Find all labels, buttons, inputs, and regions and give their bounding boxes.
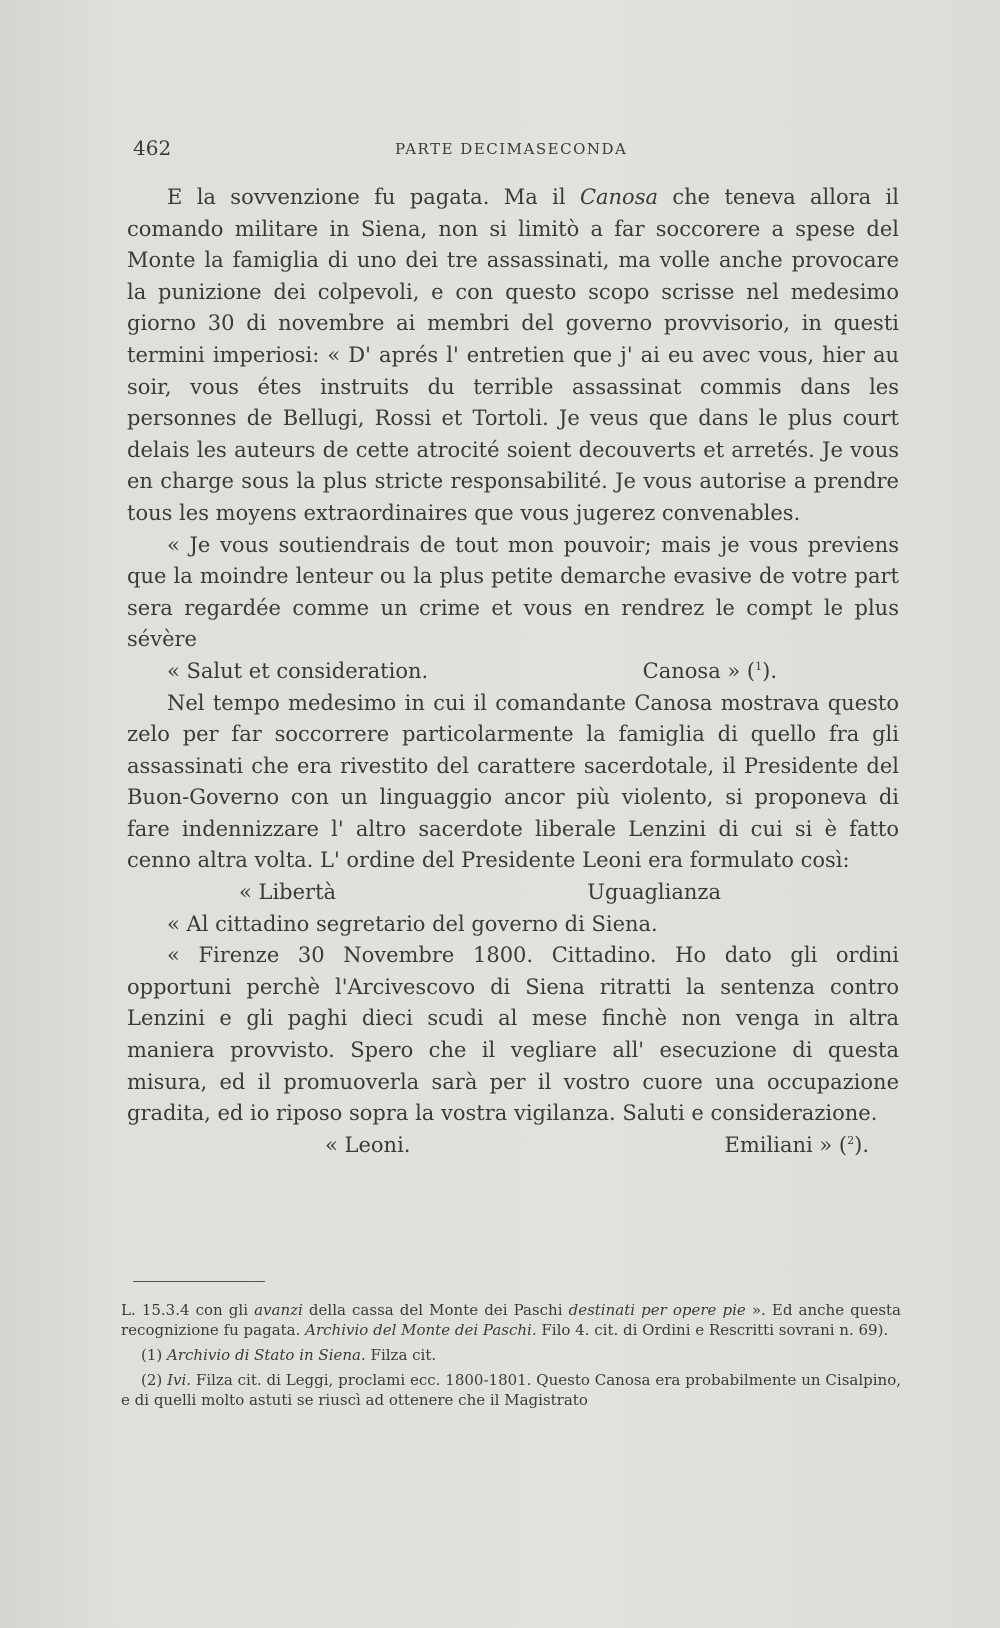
footnote-ref-1: 1 (755, 659, 763, 673)
footnotes (121, 1300, 901, 1415)
motto-line (127, 877, 899, 909)
paragraph-4: Nel tempo medesimo in cui il comandante Canosa mostrava questo zelo per far soccorrere particolarmente la famiglia di quello fra gli assassinati che era rivestito del carattere sacerdotale, il Presidente del Buon-Governo con un linguaggio ancor più violento, si proponeva di fare indennizzare l' altro sacerdote liberale Lenzini di cui si è fatto cenno altra volta. L' ordine del Presidente Leoni era formulato così: (127, 690, 899, 873)
paragraph-1: E la sovvenzione fu pagata. Ma il Canosa che teneva allora il comando militare in Siena, non si limitò a far soccorere a spese del Monte la famiglia di uno dei tre assassinati, ma volle anche provocare la punizione dei colpevoli, e con questo scopo scrisse nel medesimo giorno 30 di novembre ai membri del governo provvisorio, in questi termini imperiosi: « D' aprés l' entretien que j' ai eu avec vous, hier au soir, vous étes instruits du terrible assassinat commis dans les personnes de Bellugi, Rossi et Tortoli. Je veus que dans le plus court delais les auteurs de cette atrocité soient decouverts et arretés. Je vous en charge sous la plus stricte responsabilité. Je vous autorise a prendre tous les moyens extraordinaires que vous jugerez convenables. (127, 185, 899, 525)
signature-emiliani: Emiliani » ($^2$). (724, 1132, 869, 1157)
footnote-divider (133, 1281, 265, 1282)
signature-leoni: « Leoni. (325, 1132, 411, 1157)
motto-uguaglianza: Uguaglianza (587, 880, 721, 905)
paragraph-2: « Je vous soutiendrais de tout mon pouvoir; mais je vous previens que la moindre lenteur ou la plus petite demarche evasive de votre part sera regardée comme un crime et vous en rendrez le compt le plus sévère (127, 532, 899, 652)
page-number: 462 (133, 136, 172, 160)
footnote-continuation: L. 15.3.4 con gli avanzi della cassa del Monte dei Paschi destinati per opere pie ». Ed anche questa recognizione fu pagata. Archivio del Monte dei Paschi. Filo 4. cit. di Ordini e Rescritti sovrani n. 69). (121, 1301, 901, 1339)
footnote-ref-2: 2 (847, 1133, 855, 1147)
salutation-line (127, 656, 899, 688)
motto-liberta: « Libertà (239, 880, 337, 905)
signature-canosa: Canosa » ($^1$). (642, 658, 777, 683)
footnote-1: (1) Archivio di Stato in Siena. Filza cit. (141, 1346, 437, 1364)
salutation-text: « Salut et consideration. (167, 658, 429, 683)
canosa-italic: Canosa (579, 185, 658, 209)
signature-line (127, 1130, 899, 1162)
running-title: PARTE DECIMASECONDA (395, 140, 628, 158)
footnote-2: (2) Ivi. Filza cit. di Leggi, proclami ecc. 1800-1801. Questo Canosa era probabilmente un Cisalpino, e di quelli molto astuti se riuscì ad ottenere che il Magistrato (121, 1371, 901, 1409)
paragraph-6: « Firenze 30 Novembre 1800. Cittadino. Ho dato gli ordini opportuni perchè l'Arcivescovo di Siena ritratti la sentenza contro Lenzini e gli paghi dieci scudi al mese finchè non venga in altra maniera provvisto. Spero che il vegliare all' esecuzione di questa misura, ed il promuoverla sarà per il vostro cuore una occupazione gradita, ed io riposo sopra la vostra vigilanza. Saluti e considerazione. (127, 943, 899, 1126)
main-text (127, 182, 899, 1161)
paragraph-5: « Al cittadino segretario del governo di Siena. (167, 911, 658, 936)
